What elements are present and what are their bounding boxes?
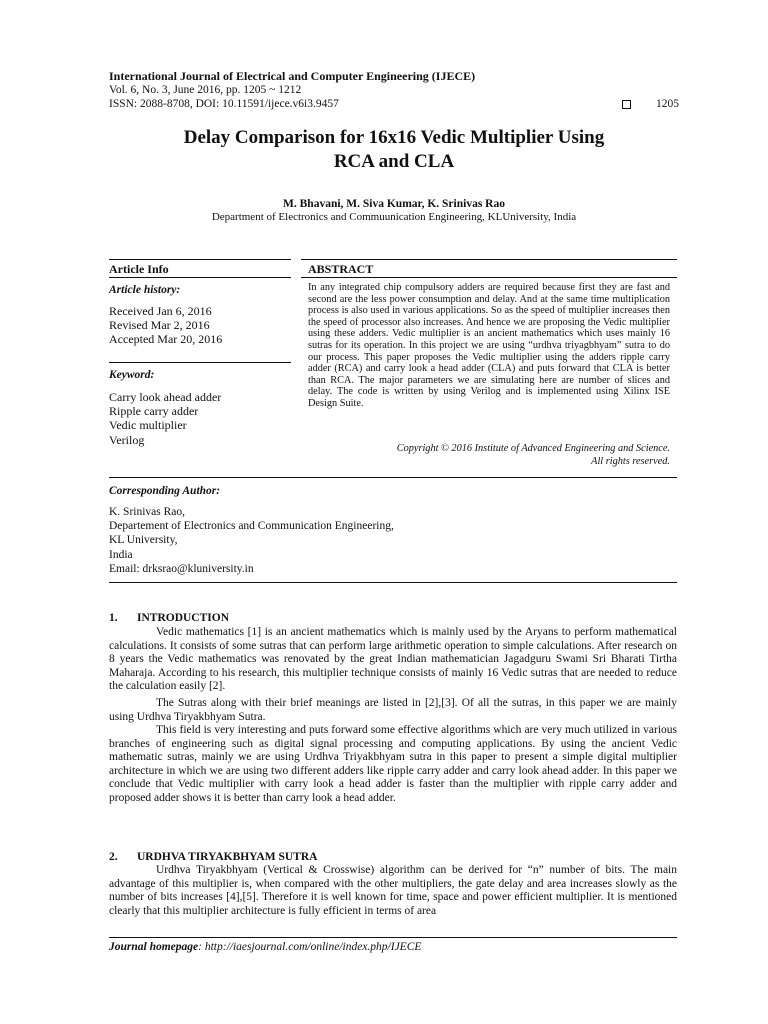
corresponding-email: Email: drksrao@kluniversity.in [109, 562, 254, 575]
homepage-link[interactable]: http://iaesjournal.com/online/index.php/IJECE [204, 941, 422, 953]
corresponding-line: India [109, 548, 133, 561]
affiliation: Department of Electronics and Commuunication Engineering, KLUniversity, India [211, 211, 577, 223]
corresponding-author-label: Corresponding Author: [109, 485, 221, 497]
section-2-paragraph-1: Urdhva Tiryakbhyam (Vertical & Crosswise) algorithm can be derived for “n” number of bits. The main advantage of this multiplier is, when compared with the other multipliers, the gate delay and area increases slowly as the number of bits increases [4],[5]. Therefore it is well known for time, space and power efficient multiplier. It is mentioned clearly that this multiplier architecture is fully efficient in terms of area [109, 864, 677, 917]
section-2-number: 2. [109, 851, 118, 863]
section-1-heading [109, 612, 229, 624]
footer-label: Journal homepage [109, 941, 199, 953]
volume-line: Vol. 6, No. 3, June 2016, pp. 1205 ~ 1212 [109, 84, 302, 96]
keyword-list [109, 390, 221, 447]
abstract-heading: ABSTRACT [308, 262, 374, 276]
section-1-paragraph-1: Vedic mathematics [1] is an ancient mathematics which is mainly used by the Aryans to perform mathematical calculations. It consists of some sutras that can perform large arithmetic operation to simple calculations. After research on 8 years the Vedic mathematics was renovated by the great Indian mathematician Jagadguru Swami Sri Bharati Tirtha Maharaja. According to his research, this multiplier technique consists of mainly 16 Vedic sutras that are needed to reduce the calculation easily [2]. [109, 626, 677, 693]
article-info-heading: Article Info [109, 262, 169, 276]
keyword-item: Verilog [109, 432, 145, 447]
keyword-item: Carry look ahead adder [109, 390, 222, 404]
section-2-title: URDHVA TIRYAKBHYAM SUTRA [137, 851, 318, 863]
section-2-heading [109, 851, 317, 863]
accepted-date: Accepted Mar 20, 2016 [109, 332, 223, 347]
corresponding-author-block [109, 505, 394, 576]
copyright [308, 443, 670, 468]
title-line-2: RCA and CLA [333, 151, 455, 172]
page-number: 1205 [656, 98, 679, 110]
journal-homepage: Journal homepage: http://iaesjournal.com/online/index.php/IJECE [109, 941, 422, 953]
received-date: Received Jan 6, 2016 [109, 304, 212, 318]
abstract-top-rule [301, 259, 677, 260]
issn-line: ISSN: 2088-8708, DOI: 10.11591/ijece.v6i3.9457 [109, 98, 339, 110]
abstract-text: In any integrated chip compulsory adders are required because first they are fast and second are the less power consumption and delay. And at the same time multiplication process is also used in various applications. So as the speed of multiplier increases then the speed of processor also increases. And hence we are proposing the Vedic multiplier using these adders. Vedic multiplier is an ancient mathematics which uses mainly 16 sutras for its operation. In this project we are using “urdhva triyagbhyam” sutra to do our process. This paper proposes the Vedic multiplier using the adders ripple carry adder (RCA) and carry look a head adder (CLA) and puts forward that CLA is better than RCA. The major parameters we are simulating here are number of slices and delay. The code is written by using Verilog and is implemented using Xilinx ISE Design Suite. [308, 282, 670, 409]
section-1-title: INTRODUCTION [137, 612, 230, 624]
section-1-paragraph-2: The Sutras along with their brief meanings are listed in [2],[3]. Of all the sutras, in this paper we are mainly using Urdhva Tiryakbhyam Sutra. [109, 697, 677, 723]
article-history-list [109, 304, 222, 347]
footer-rule [109, 937, 677, 938]
copyright-line-1: Copyright © 2016 Institute of Advanced Engineering and Science. [396, 443, 670, 454]
keyword-label: Keyword: [109, 369, 155, 381]
article-info-top-rule [109, 259, 291, 260]
corresponding-line: K. Srinivas Rao, [109, 506, 186, 518]
corresponding-top-rule [109, 477, 677, 478]
keyword-rule [109, 362, 291, 363]
article-history-label: Article history: [109, 284, 181, 296]
keyword-item: Ripple carry adder [109, 404, 199, 419]
section-1-paragraph-3: This field is very interesting and puts forward some effective algorithms which are very much utilized in various branches of engineering such as digital signal processing and computing applications. By using the ancient Vedic mathematic sutras, mainly we are using Urdhva Triyakbhyam sutra in this paper to present a simple digital multiplier architecture in which we are using two different adders like ripple carry adder and carry look ahead adder. In this paper we conclude that Vedic multiplier with carry look a head adder is faster than the multiplier with ripple carry adder and proposed adder shows it is better than carry look a head adder. [109, 724, 677, 804]
corresponding-line: KL University, [109, 534, 178, 547]
keyword-item: Vedic multiplier [109, 418, 187, 433]
revised-date: Revised Mar 2, 2016 [109, 318, 210, 333]
section-1-number: 1. [109, 612, 118, 624]
journal-header [109, 69, 679, 111]
journal-name: International Journal of Electrical and Computer Engineering (IJECE) [109, 69, 476, 83]
corresponding-bottom-rule [109, 582, 677, 583]
paper-title [109, 126, 679, 174]
square-bullet-icon [622, 100, 631, 109]
copyright-line-2: All rights reserved. [591, 455, 670, 467]
title-line-1: Delay Comparison for 16x16 Vedic Multiplier Using [183, 127, 605, 148]
authors: M. Bhavani, M. Siva Kumar, K. Srinivas Rao [283, 198, 505, 210]
article-info-under-rule [109, 277, 291, 278]
abstract-under-rule [301, 277, 677, 278]
corresponding-line: Departement of Electronics and Communication Engineering, [109, 520, 394, 533]
